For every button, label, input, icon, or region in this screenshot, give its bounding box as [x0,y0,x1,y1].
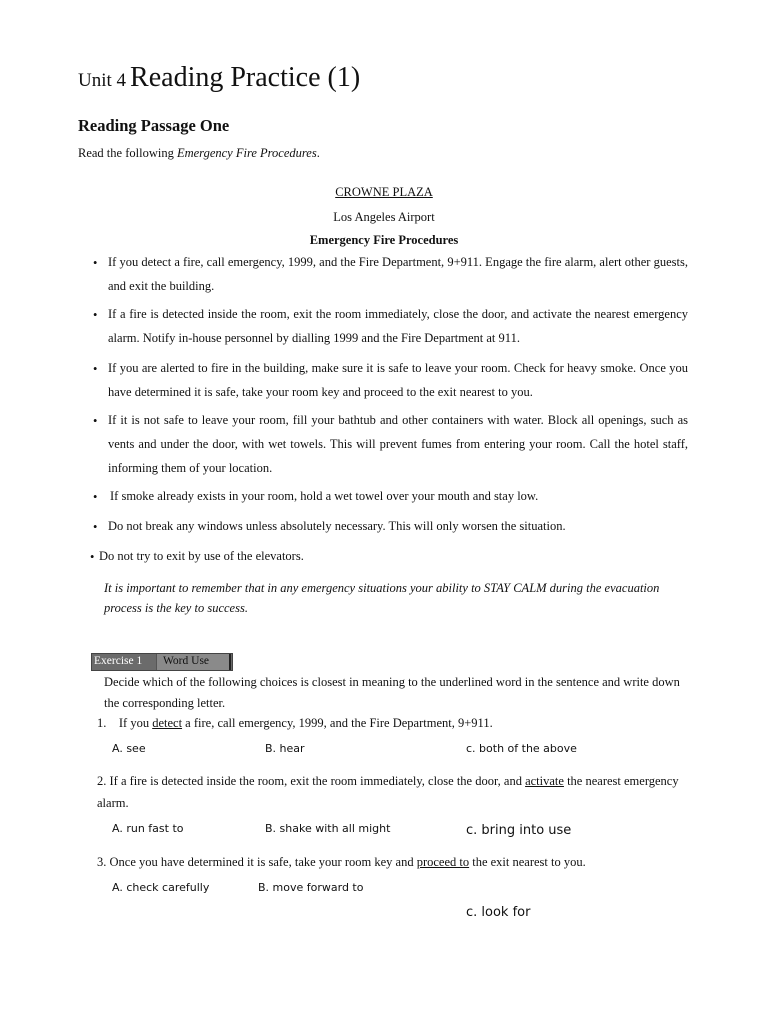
procedure-item: Do not break any windows unless absolutely necessary. This will only worsen the situation. [108,519,566,533]
target-word: activate [525,774,564,788]
procedure-item: If smoke already exists in your room, hold a wet towel over your mouth and stay low. [110,489,539,503]
bullet-dot: • [93,520,98,534]
bullet-dot: • [93,490,98,504]
option-c: c. bring into use [466,823,572,838]
option-b: B. shake with all might [265,822,391,835]
question-3: 3. Once you have determined it is safe, take your room key and proceed to the exit nearest to you. [97,855,586,869]
target-word: detect [152,716,183,730]
title-text: Reading Practice (1) [130,62,361,93]
page-title [78,62,360,94]
intro-line: Read the following Emergency Fire Procedures. [78,146,320,160]
exercise-header [91,653,233,671]
procedure-item: Do not try to exit by use of the elevators. [99,549,304,563]
procedure-item: If a fire is detected inside the room, exit the room immediately, close the door, and activate the nearest emergency alarm. Notify in-house personnel by dialling 1999 and the Fire Department at 911. [108,307,688,345]
procedure-item: If you detect a fire, call emergency, 1999, and the Fire Department, 9+911. Engage the fire alarm, alert other guests, and exit the building. [108,255,688,293]
exercise-label: Exercise 1 [94,655,143,667]
exercise-instruction: Decide which of the following choices is closest in meaning to the underlined word in the sentence and write down the corresponding letter. [104,675,680,710]
bullet-dot: • [93,256,98,270]
hotel-name: CROWNE PLAZA [335,185,433,199]
option-a: A. check carefully [112,881,210,894]
option-b: B. hear [265,742,305,755]
exercise-tab-label: Word Use [163,655,210,667]
option-b: B. move forward to [258,881,364,894]
question-2: 2. If a fire is detected inside the room, exit the room immediately, close the door, and activate the nearest emergency alarm. [97,774,679,810]
procedure-item: If you are alerted to fire in the building, make sure it is safe to leave your room. Check for heavy smoke. Once you have determined it is safe, take your room key and proceed to the exit nearest to you. [108,361,688,399]
option-a: A. run fast to [112,822,184,835]
bullet-dot: • [93,362,98,376]
section-heading: Reading Passage One [78,116,230,135]
bullet-dot: • [93,308,98,322]
hotel-location: Los Angeles Airport [333,210,435,224]
bullet-dot: • [93,414,98,428]
question-1: 1. If you detect a fire, call emergency, 1999, and the Fire Department, 9+911. [97,716,493,730]
option-a: A. see [112,742,146,755]
target-word: proceed to [416,855,470,869]
closing-note: It is important to remember that in any emergency situations your ability to STAY CALM during the evacuation process is the key to success. [104,581,660,615]
bullet-dot: • [90,550,95,564]
option-c: c. look for [466,905,531,920]
unit-label: Unit 4 [78,70,127,91]
procedures-heading: Emergency Fire Procedures [309,233,459,247]
exercise-tab [156,654,231,670]
option-c: c. both of the above [466,742,577,755]
procedure-item: If it is not safe to leave your room, fill your bathtub and other containers with water. Block all openings, such as vents and under the door, with wet towels. This will prevent fumes from entering your room. Call the hotel staff, informing them of your location. [108,413,688,475]
